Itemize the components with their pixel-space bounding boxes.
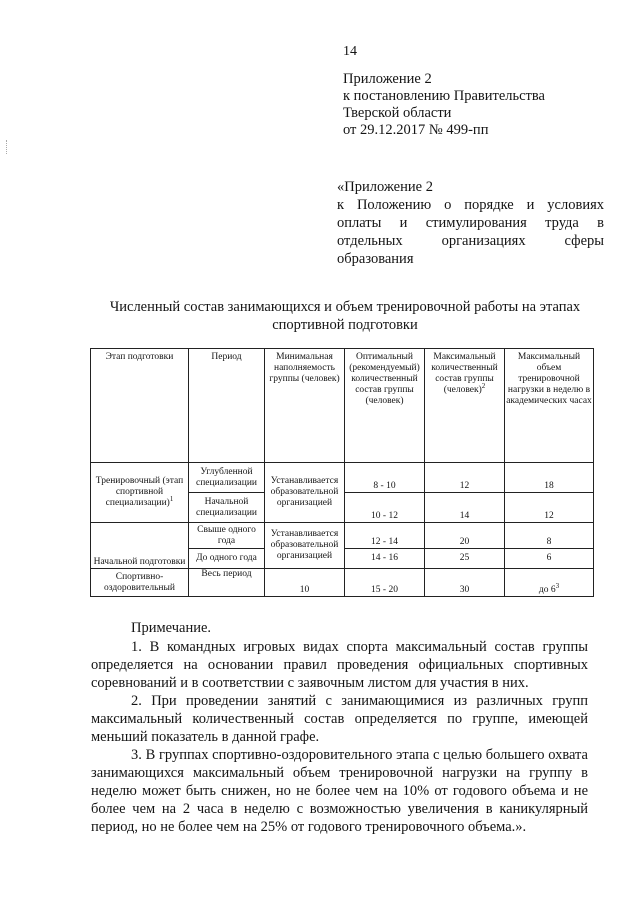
load-cell: 6	[505, 549, 594, 569]
max-cell: 12	[425, 463, 505, 493]
stage-training-text: Тренировочный (этап спортивной специализации)	[95, 476, 184, 508]
stage-initial: Начальной подготовки	[91, 523, 189, 569]
table-header-row	[91, 349, 594, 463]
note-item: 1. В командных игровых видах спорта максимальный состав группы определяется на основании правил проведения официальных спортивных соревнований и в соответствии с заявочным листом для участия в них.	[91, 639, 588, 691]
appendix-header-line: Приложение 2	[343, 71, 432, 87]
period-cell: Весь период	[189, 569, 265, 597]
table-row	[91, 523, 594, 549]
stage-health: Спортивно-оздоровительный	[91, 569, 189, 597]
max-cell: 14	[425, 493, 505, 523]
document-title	[80, 298, 610, 334]
appendix-header-line: Тверской области	[343, 105, 452, 121]
training-norms-table	[90, 348, 594, 597]
load-cell	[505, 569, 594, 597]
note-item: 2. При проведении занятий с занимающимися из различных групп максимальный количественный состав определяется по группе, имеющей меньший показатель в данной графе.	[91, 693, 588, 745]
page-number: 14	[343, 44, 357, 59]
header-max-load: Максимальный объем тренировочной нагрузки в неделю в академических часах	[505, 349, 594, 463]
header-period: Период	[189, 349, 265, 463]
header-max-group	[425, 349, 505, 463]
min-group-initial: Устанавливается образовательной организацией	[265, 523, 345, 569]
optimal-cell: 14 - 16	[345, 549, 425, 569]
header-min-group: Минимальная наполняемость группы (человек)	[265, 349, 345, 463]
appendix-header	[343, 71, 545, 139]
table-row	[91, 463, 594, 493]
optimal-cell: 10 - 12	[345, 493, 425, 523]
max-cell: 30	[425, 569, 505, 597]
notes-section	[91, 619, 588, 836]
document-title-line: Численный состав занимающихся и объем тренировочной работы на этапах	[109, 299, 581, 315]
footnote-mark: 2	[481, 381, 486, 390]
header-max-group-text: Максимальный количественный состав группы (человек)	[431, 352, 498, 395]
period-cell: До одного года	[189, 549, 265, 569]
max-cell: 25	[425, 549, 505, 569]
min-group-health: 10	[265, 569, 345, 597]
optimal-cell: 12 - 14	[345, 523, 425, 549]
load-cell: 8	[505, 523, 594, 549]
load-health-text: до 6	[538, 585, 556, 595]
note-item: 3. В группах спортивно-оздоровительного этапа с целью большего охвата занимающихся максимальный объем тренировочной нагрузки на группу в неделю может быть снижен, но не более чем на 10% от годового объема и не более чем на 2 часа в неделю с возможностью увеличения в каникулярный период, но не более чем на 25% от годового тренировочного объема.».	[91, 747, 588, 835]
period-cell: Углубленной специализации	[189, 463, 265, 493]
load-cell: 18	[505, 463, 594, 493]
optimal-cell: 8 - 10	[345, 463, 425, 493]
appendix-header-2-line: оплаты и стимулирования труда в	[337, 215, 604, 231]
appendix-header-2-line: «Приложение 2	[337, 179, 433, 195]
appendix-header-2-line: отдельных организациях сферы	[337, 233, 604, 249]
footnote-mark: 3	[555, 581, 560, 590]
stage-training	[91, 463, 189, 523]
notes-heading: Примечание.	[131, 620, 212, 636]
appendix-header-2-line: к Положению о порядке и условиях	[337, 197, 604, 213]
header-optimal: Оптимальный (рекомендуемый) количественный состав группы (человек)	[345, 349, 425, 463]
period-cell: Начальной специализации	[189, 493, 265, 523]
document-title-line: спортивной подготовки	[272, 317, 418, 333]
load-cell: 12	[505, 493, 594, 523]
period-cell: Свыше одного года	[189, 523, 265, 549]
footnote-mark: 1	[169, 494, 174, 503]
scan-margin-mark	[6, 140, 8, 154]
appendix-header-2	[337, 178, 604, 268]
appendix-header-line: от 29.12.2017 № 499-пп	[343, 122, 489, 138]
min-group-training: Устанавливается образовательной организацией	[265, 463, 345, 523]
max-cell: 20	[425, 523, 505, 549]
appendix-header-line: к постановлению Правительства	[343, 88, 545, 104]
appendix-header-2-line: образования	[337, 251, 414, 267]
optimal-cell: 15 - 20	[345, 569, 425, 597]
header-stage: Этап подготовки	[91, 349, 189, 463]
table-row	[91, 569, 594, 597]
